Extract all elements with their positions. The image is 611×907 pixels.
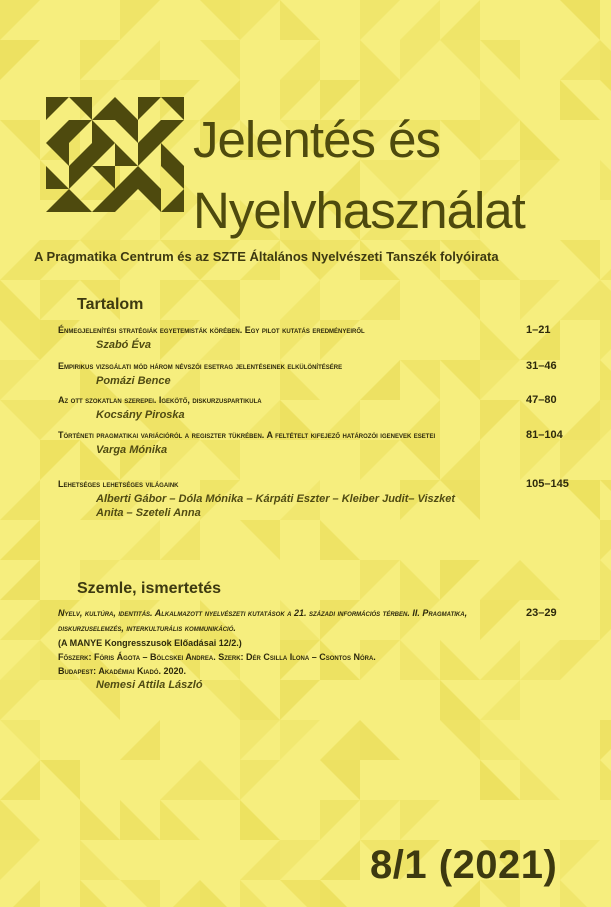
toc-entry-author: Kocsány Piroska: [96, 409, 185, 421]
review-editors: Főszerk: Fóris Ágota – Bölcskei Andrea. Szerk: Dér Csilla Ilona – Csontos Nóra.: [58, 652, 376, 662]
issue-number: 8/1 (2021): [370, 843, 558, 887]
toc-entry-author: Pomázi Bence: [96, 375, 171, 387]
toc-entry-author: Szabó Éva: [96, 339, 152, 351]
review-series: (A MANYE Kongresszusok Előadásai 12/2.): [58, 638, 242, 648]
journal-subtitle: A Pragmatika Centrum és az SZTE Általános Nyelvészeti Tanszék folyóirata: [34, 249, 499, 264]
toc-entry-title: Lehetséges lehetséges világaink: [58, 479, 179, 489]
toc-entry-pages: 105–145: [526, 478, 569, 490]
journal-title-line2: Nyelvhasználat: [193, 182, 525, 239]
toc-entry-author: Varga Mónika: [96, 444, 168, 456]
review-pages: 23–29: [526, 607, 557, 619]
toc-entry-pages: 31–46: [526, 360, 557, 372]
toc-entry-title: [58, 393, 520, 408]
review-entry[interactable]: [58, 606, 514, 692]
toc-entry[interactable]: [58, 477, 478, 520]
toc-entry-pages: 81–104: [526, 429, 563, 441]
journal-logo-icon: [46, 97, 184, 213]
review-publisher: Budapest: Akadémiai Kiadó. 2020.: [58, 666, 187, 676]
toc-entry-title: Empirikus vizsgálati mód három névszói esetrag jelentéseinek elkülönítésére: [58, 361, 343, 371]
toc-entry[interactable]: [58, 359, 520, 388]
toc-entry-pages: 1–21: [526, 324, 551, 336]
journal-title-line1: Jelentés és: [193, 111, 440, 168]
toc-entry-title: Énmegjelenítési stratégiák egyetemisták körében. Egy pilot kutatás eredményeiről: [58, 325, 365, 335]
toc-entry-title-part: Az ott szokatlan szerepei. Igekötő, diskurzuspartikula: [58, 395, 262, 405]
review-title: Nyelv, kultúra, identitás. Alkalmazott nyelvészeti kutatások a 21. századi információs térben. II. Pragmatika, diskurzuselemzés, interkulturális kommunikáció.: [58, 608, 468, 633]
toc-entry[interactable]: [58, 393, 520, 422]
review-author: Nemesi Attila László: [96, 679, 203, 691]
toc-entry-pages: 47–80: [526, 394, 557, 406]
review-heading: Szemle, ismertetés: [77, 580, 222, 597]
toc-entry[interactable]: [58, 428, 508, 457]
toc-entry[interactable]: [58, 323, 520, 352]
toc-heading: Tartalom: [77, 296, 144, 313]
toc-entry-title: Történeti pragmatikai variációról a regiszter tükrében. A feltételt kifejező határozói igenevek esetei: [58, 430, 436, 440]
toc-entry-author: Alberti Gábor – Dóla Mónika – Kárpáti Eszter – Kleiber Judit– Viszket Anita – Szeteli Anna: [96, 493, 456, 519]
